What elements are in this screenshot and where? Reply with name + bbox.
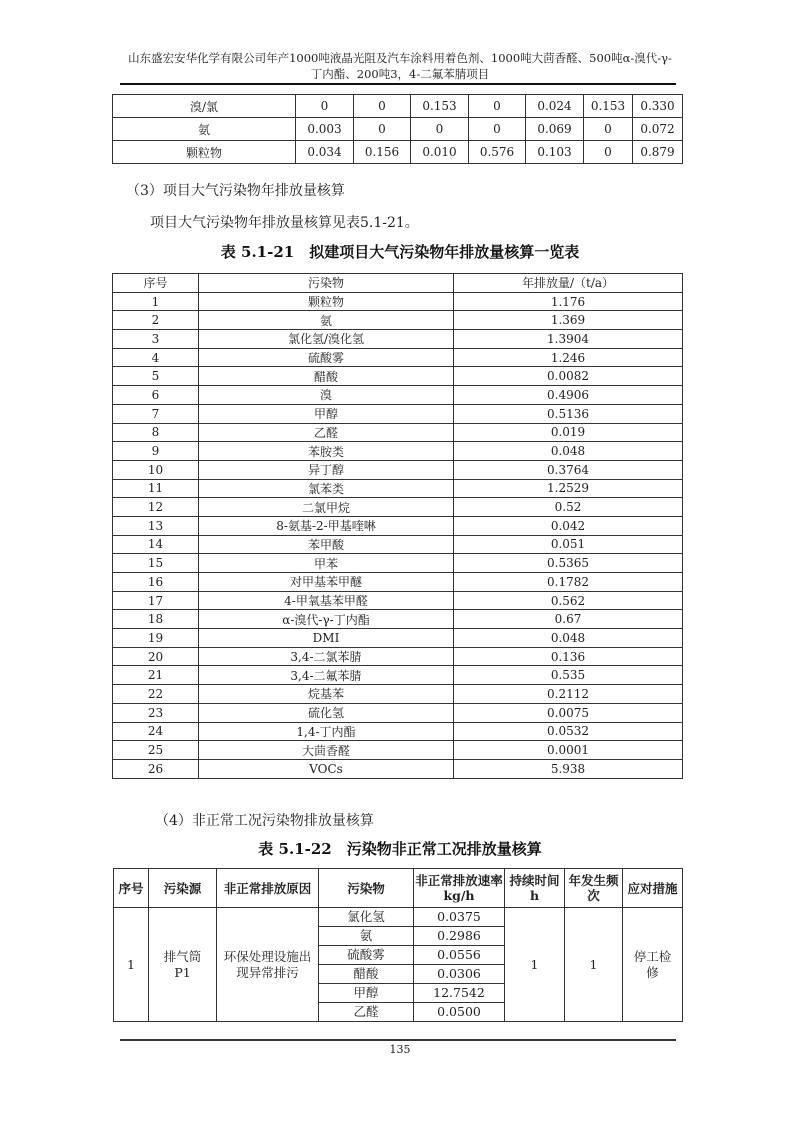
pollutant-name: α-溴代-γ-丁内酯 xyxy=(199,610,454,629)
table-row xyxy=(113,535,683,554)
abnormal-reason: 环保处理设施出现异常排污 xyxy=(217,908,319,1022)
pollutant-name: 异丁醇 xyxy=(199,460,454,479)
emission-rate: 12.7542 xyxy=(414,984,505,1003)
pollutant-name: 溴/氯 xyxy=(113,95,296,118)
pollutant-name: 乙醛 xyxy=(319,1003,414,1022)
header-line-2: 丁内酯、200吨3，4-二氟苯腈项目 xyxy=(310,67,490,81)
row-index: 1 xyxy=(113,292,199,311)
table-row xyxy=(113,573,683,592)
pollutant-name: 甲苯 xyxy=(199,554,454,573)
pollutant-name: 3,4-二氯苯腈 xyxy=(199,647,454,666)
annual-emission: 0.3764 xyxy=(454,460,683,479)
table-row xyxy=(113,423,683,442)
pollutant-name: 二氯甲烷 xyxy=(199,498,454,517)
pollutant-name: 硫化氢 xyxy=(199,703,454,722)
pollutant-name: 颗粒物 xyxy=(199,292,454,311)
total-cell: 0.072 xyxy=(633,118,683,141)
pollutant-name: 4-甲氧基苯甲醛 xyxy=(199,591,454,610)
annual-emission: 0.0082 xyxy=(454,367,683,386)
header-duration: 持续时间 h xyxy=(505,869,565,908)
annual-emission: 0.5365 xyxy=(454,554,683,573)
row-index: 24 xyxy=(113,722,199,741)
table-row xyxy=(113,386,683,405)
table-row xyxy=(113,629,683,648)
frequency: 1 xyxy=(565,908,623,1022)
header-rule xyxy=(120,83,676,85)
response-measure: 停工检修 xyxy=(623,908,683,1022)
emission-rate: 0.0306 xyxy=(414,965,505,984)
row-index: 18 xyxy=(113,610,199,629)
pollutant-name: 醋酸 xyxy=(199,367,454,386)
annual-emission: 0.019 xyxy=(454,423,683,442)
value-cell: 0.010 xyxy=(411,141,469,164)
row-index: 20 xyxy=(113,647,199,666)
pollutant-name: 溴 xyxy=(199,386,454,405)
annual-emission: 0.051 xyxy=(454,535,683,554)
pollutant-name: 氯化氢/溴化氢 xyxy=(199,330,454,349)
pollutant-name: 氯苯类 xyxy=(199,479,454,498)
header-line-1: 山东盛宏安华化学有限公司年产1000吨液晶光阻及汽车涂料用着色剂、1000吨大茴香醛、500吨α-溴代-γ- xyxy=(128,51,672,65)
row-index: 11 xyxy=(113,479,199,498)
table-row xyxy=(113,759,683,778)
row-index: 17 xyxy=(113,591,199,610)
table-row xyxy=(113,685,683,704)
annual-emission: 0.0001 xyxy=(454,741,683,760)
section-4-heading: （4）非正常工况污染物排放量核算 xyxy=(155,813,374,829)
row-index: 12 xyxy=(113,498,199,517)
annual-emission: 0.2112 xyxy=(454,685,683,704)
value-cell: 0 xyxy=(469,118,526,141)
table-row xyxy=(113,118,683,141)
pollutant-name: 氯化氢 xyxy=(319,908,414,927)
value-cell: 0.576 xyxy=(469,141,526,164)
row-index: 3 xyxy=(113,330,199,349)
table-row xyxy=(113,311,683,330)
row-index: 7 xyxy=(113,404,199,423)
annual-emission: 1.3904 xyxy=(454,330,683,349)
row-index: 13 xyxy=(113,516,199,535)
duration: 1 xyxy=(505,908,565,1022)
annual-emission: 0.67 xyxy=(454,610,683,629)
table-row xyxy=(113,348,683,367)
pollutant-name: 8-氨基-2-甲基喹啉 xyxy=(199,516,454,535)
pollutant-name: 醋酸 xyxy=(319,965,414,984)
value-cell: 0 xyxy=(354,95,411,118)
value-cell: 0 xyxy=(469,95,526,118)
table-header-row xyxy=(113,274,683,293)
pollutant-name: DMI xyxy=(199,629,454,648)
table-row xyxy=(113,367,683,386)
annual-emission: 0.4906 xyxy=(454,386,683,405)
annual-emission: 1.176 xyxy=(454,292,683,311)
header-reason: 非正常排放原因 xyxy=(217,869,319,908)
row-index: 5 xyxy=(113,367,199,386)
table-row xyxy=(113,722,683,741)
pollutant-name: 颗粒物 xyxy=(113,141,296,164)
annual-emission: 0.048 xyxy=(454,442,683,461)
value-cell: 0.034 xyxy=(296,141,354,164)
row-index: 19 xyxy=(113,629,199,648)
page-number: 135 xyxy=(389,1043,411,1056)
table-row xyxy=(113,647,683,666)
pollutant-name: 硫酸雾 xyxy=(319,946,414,965)
abnormal-emissions-table xyxy=(113,868,683,1022)
row-index: 1 xyxy=(114,908,149,1022)
value-cell: 0.024 xyxy=(526,95,584,118)
header-annual-emission: 年排放量/（t/a） xyxy=(454,274,683,293)
annual-emission: 0.0075 xyxy=(454,703,683,722)
table-row xyxy=(113,610,683,629)
total-cell: 0.330 xyxy=(633,95,683,118)
emission-rate: 0.0375 xyxy=(414,908,505,927)
header-index: 序号 xyxy=(113,274,199,293)
header-pollutant: 污染物 xyxy=(199,274,454,293)
value-cell: 0.153 xyxy=(584,95,633,118)
value-cell: 0 xyxy=(584,141,633,164)
pollutant-name: 氨 xyxy=(199,311,454,330)
annual-emission: 0.52 xyxy=(454,498,683,517)
pollutant-name: 对甲基苯甲醚 xyxy=(199,573,454,592)
table-5-1-21-caption: 表 5.1-21 拟建项目大气污染物年排放量核算一览表 xyxy=(220,243,580,261)
row-index: 15 xyxy=(113,554,199,573)
row-index: 6 xyxy=(113,386,199,405)
table-row xyxy=(113,703,683,722)
annual-emission: 0.042 xyxy=(454,516,683,535)
section-3-paragraph: 项目大气污染物年排放量核算见表5.1-21。 xyxy=(150,215,419,231)
page-header xyxy=(100,50,700,82)
row-index: 2 xyxy=(113,311,199,330)
emission-rate: 0.0500 xyxy=(414,1003,505,1022)
annual-emission: 0.562 xyxy=(454,591,683,610)
table-row xyxy=(114,908,683,927)
annual-emission: 0.048 xyxy=(454,629,683,648)
annual-emission: 0.1782 xyxy=(454,573,683,592)
table-row xyxy=(113,516,683,535)
value-cell: 0.103 xyxy=(526,141,584,164)
table-row xyxy=(113,741,683,760)
row-index: 8 xyxy=(113,423,199,442)
row-index: 23 xyxy=(113,703,199,722)
header-pollutant: 污染物 xyxy=(319,869,414,908)
pollutant-name: 氨 xyxy=(319,927,414,946)
table-row xyxy=(113,292,683,311)
table-row xyxy=(113,141,683,164)
pollutant-name: 乙醛 xyxy=(199,423,454,442)
annual-emission: 5.938 xyxy=(454,759,683,778)
table-row xyxy=(113,330,683,349)
row-index: 26 xyxy=(113,759,199,778)
value-cell: 0 xyxy=(584,118,633,141)
pollutant-name: VOCs xyxy=(199,759,454,778)
pollutant-name: 硫酸雾 xyxy=(199,348,454,367)
row-index: 16 xyxy=(113,573,199,592)
table-row xyxy=(113,404,683,423)
row-index: 25 xyxy=(113,741,199,760)
table-row xyxy=(113,554,683,573)
value-cell: 0.153 xyxy=(411,95,469,118)
pollutant-name: 氨 xyxy=(113,118,296,141)
section-3-heading: （3）项目大气污染物年排放量核算 xyxy=(126,183,345,199)
value-cell: 0 xyxy=(296,95,354,118)
value-cell: 0.069 xyxy=(526,118,584,141)
table-row xyxy=(113,460,683,479)
pollutant-name: 甲醇 xyxy=(319,984,414,1003)
row-index: 9 xyxy=(113,442,199,461)
annual-emission: 0.0532 xyxy=(454,722,683,741)
row-index: 22 xyxy=(113,685,199,704)
continued-emissions-table xyxy=(112,94,683,164)
emission-rate: 0.0556 xyxy=(414,946,505,965)
row-index: 21 xyxy=(113,666,199,685)
footer-rule xyxy=(120,1039,676,1041)
annual-emission: 0.5136 xyxy=(454,404,683,423)
table-5-1-22-caption: 表 5.1-22 污染物非正常工况排放量核算 xyxy=(258,840,542,858)
table-row xyxy=(113,442,683,461)
pollutant-name: 苯胺类 xyxy=(199,442,454,461)
row-index: 10 xyxy=(113,460,199,479)
header-measure: 应对措施 xyxy=(623,869,683,908)
header-rate: 非正常排放速率 kg/h xyxy=(414,869,505,908)
pollutant-name: 烷基苯 xyxy=(199,685,454,704)
value-cell: 0.003 xyxy=(296,118,354,141)
value-cell: 0.156 xyxy=(354,141,411,164)
row-index: 14 xyxy=(113,535,199,554)
total-cell: 0.879 xyxy=(633,141,683,164)
table-row xyxy=(113,591,683,610)
header-index: 序号 xyxy=(114,869,149,908)
emission-source: 排气筒P1 xyxy=(149,908,217,1022)
table-header-row xyxy=(114,869,683,908)
pollutant-name: 大茴香醛 xyxy=(199,741,454,760)
pollutant-name: 1,4-丁内酯 xyxy=(199,722,454,741)
pollutant-name: 甲醇 xyxy=(199,404,454,423)
row-index: 4 xyxy=(113,348,199,367)
annual-emissions-table xyxy=(112,273,683,779)
annual-emission: 1.246 xyxy=(454,348,683,367)
value-cell: 0 xyxy=(354,118,411,141)
emission-rate: 0.2986 xyxy=(414,927,505,946)
annual-emission: 0.535 xyxy=(454,666,683,685)
table-row xyxy=(113,95,683,118)
annual-emission: 1.2529 xyxy=(454,479,683,498)
annual-emission: 0.136 xyxy=(454,647,683,666)
table-row xyxy=(113,666,683,685)
table-row xyxy=(113,479,683,498)
annual-emission: 1.369 xyxy=(454,311,683,330)
pollutant-name: 苯甲酸 xyxy=(199,535,454,554)
header-source: 污染源 xyxy=(149,869,217,908)
pollutant-name: 3,4-二氟苯腈 xyxy=(199,666,454,685)
header-frequency: 年发生频次 xyxy=(565,869,623,908)
table-row xyxy=(113,498,683,517)
value-cell: 0 xyxy=(411,118,469,141)
